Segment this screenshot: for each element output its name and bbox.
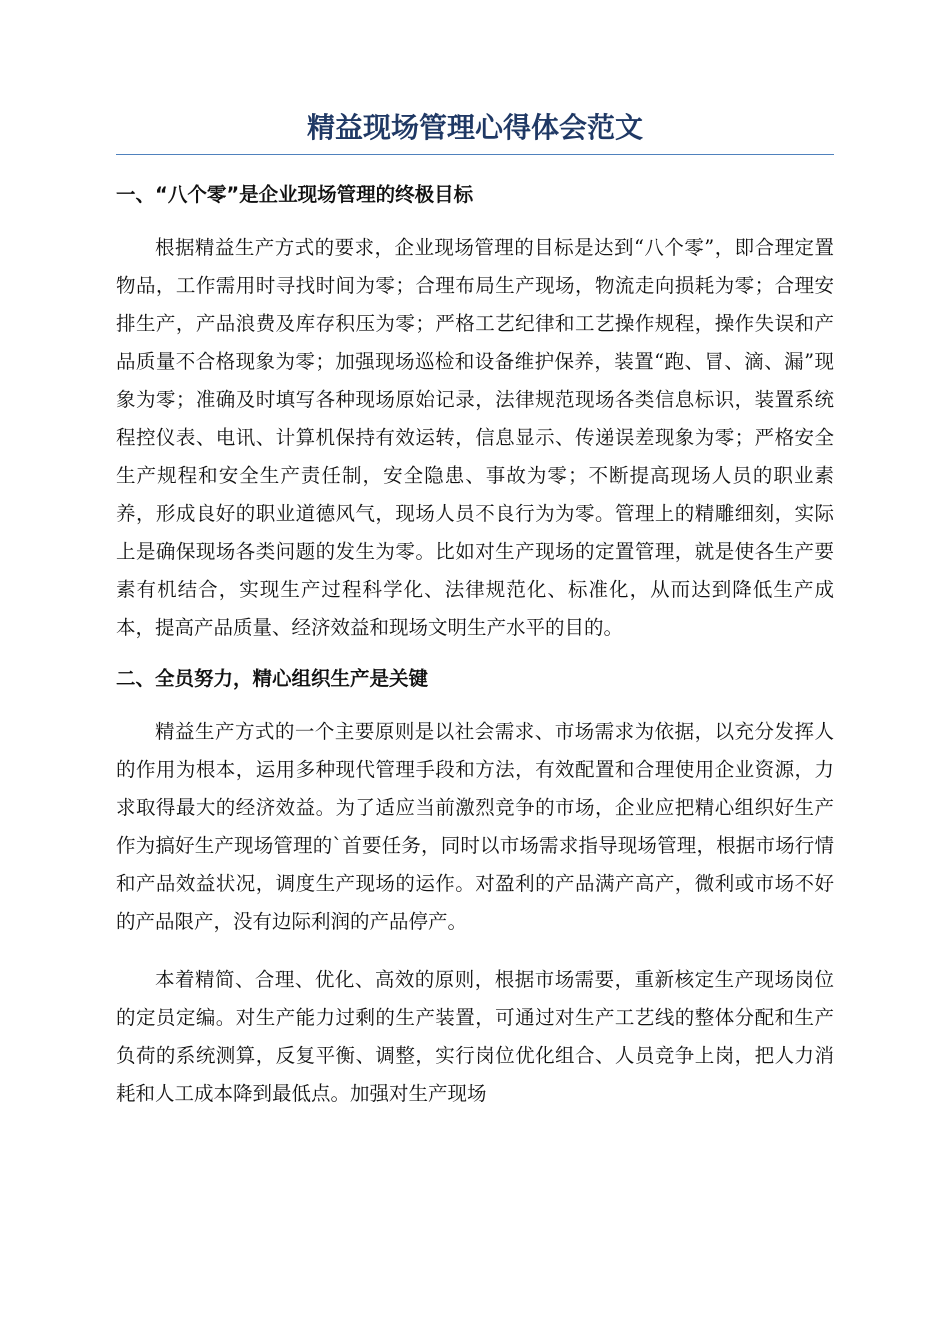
section-2-paragraph-2: 本着精简、合理、优化、高效的原则，根据市场需要，重新核定生产现场岗位的定员定编。对生产能力过剩的生产装置，可通过对生产工艺线的整体分配和生产负荷的系统测算，反复平衡、调整，实行岗位优化组合、人员竞争上岗，把人力消耗和人工成本降到最低点。加强对生产现场 xyxy=(116,968,834,1105)
section-heading-1: 一、“八个零”是企业现场管理的终极目标 xyxy=(116,183,474,206)
document-title: 精益现场管理心得体会范文 xyxy=(116,108,834,155)
section-heading-2: 二、全员努力，精心组织生产是关键 xyxy=(116,667,429,690)
section-2-paragraph-1: 精益生产方式的一个主要原则是以社会需求、市场需求为依据，以充分发挥人的作用为根本，运用多种现代管理手段和方法，有效配置和合理使用企业资源，力求取得最大的经济效益。为了适应当前激烈竞争的市场，企业应把精心组织好生产作为搞好生产现场管理的`首要任务，同时以市场需求指导现场管理，根据市场行情和产品效益状况，调度生产现场的运作。对盈利的产品满产高产，微利或市场不好的产品限产，没有边际利润的产品停产。 xyxy=(116,720,834,933)
section-1-paragraph-1: 根据精益生产方式的要求，企业现场管理的目标是达到“八个零”，即合理定置物品，工作需用时寻找时间为零；合理布局生产现场，物流走向损耗为零；合理安排生产，产品浪费及库存积压为零；严格工艺纪律和工艺操作规程，操作失误和产品质量不合格现象为零；加强现场巡检和设备维护保养，装置“跑、冒、滴、漏”现象为零；准确及时填写各种现场原始记录，法律规范现场各类信息标识，装置系统程控仪表、电讯、计算机保持有效运转，信息显示、传递误差现象为零；严格安全生产规程和安全生产责任制，安全隐患、事故为零；不断提高现场人员的职业素养，形成良好的职业道德风气，现场人员不良行为为零。管理上的精雕细刻，实际上是确保现场各类问题的发生为零。比如对生产现场的定置管理，就是使各生产要素有机结合，实现生产过程科学化、法律规范化、标准化，从而达到降低生产成本，提高产品质量、经济效益和现场文明生产水平的目的。 xyxy=(116,236,834,639)
document-page xyxy=(116,108,834,1113)
